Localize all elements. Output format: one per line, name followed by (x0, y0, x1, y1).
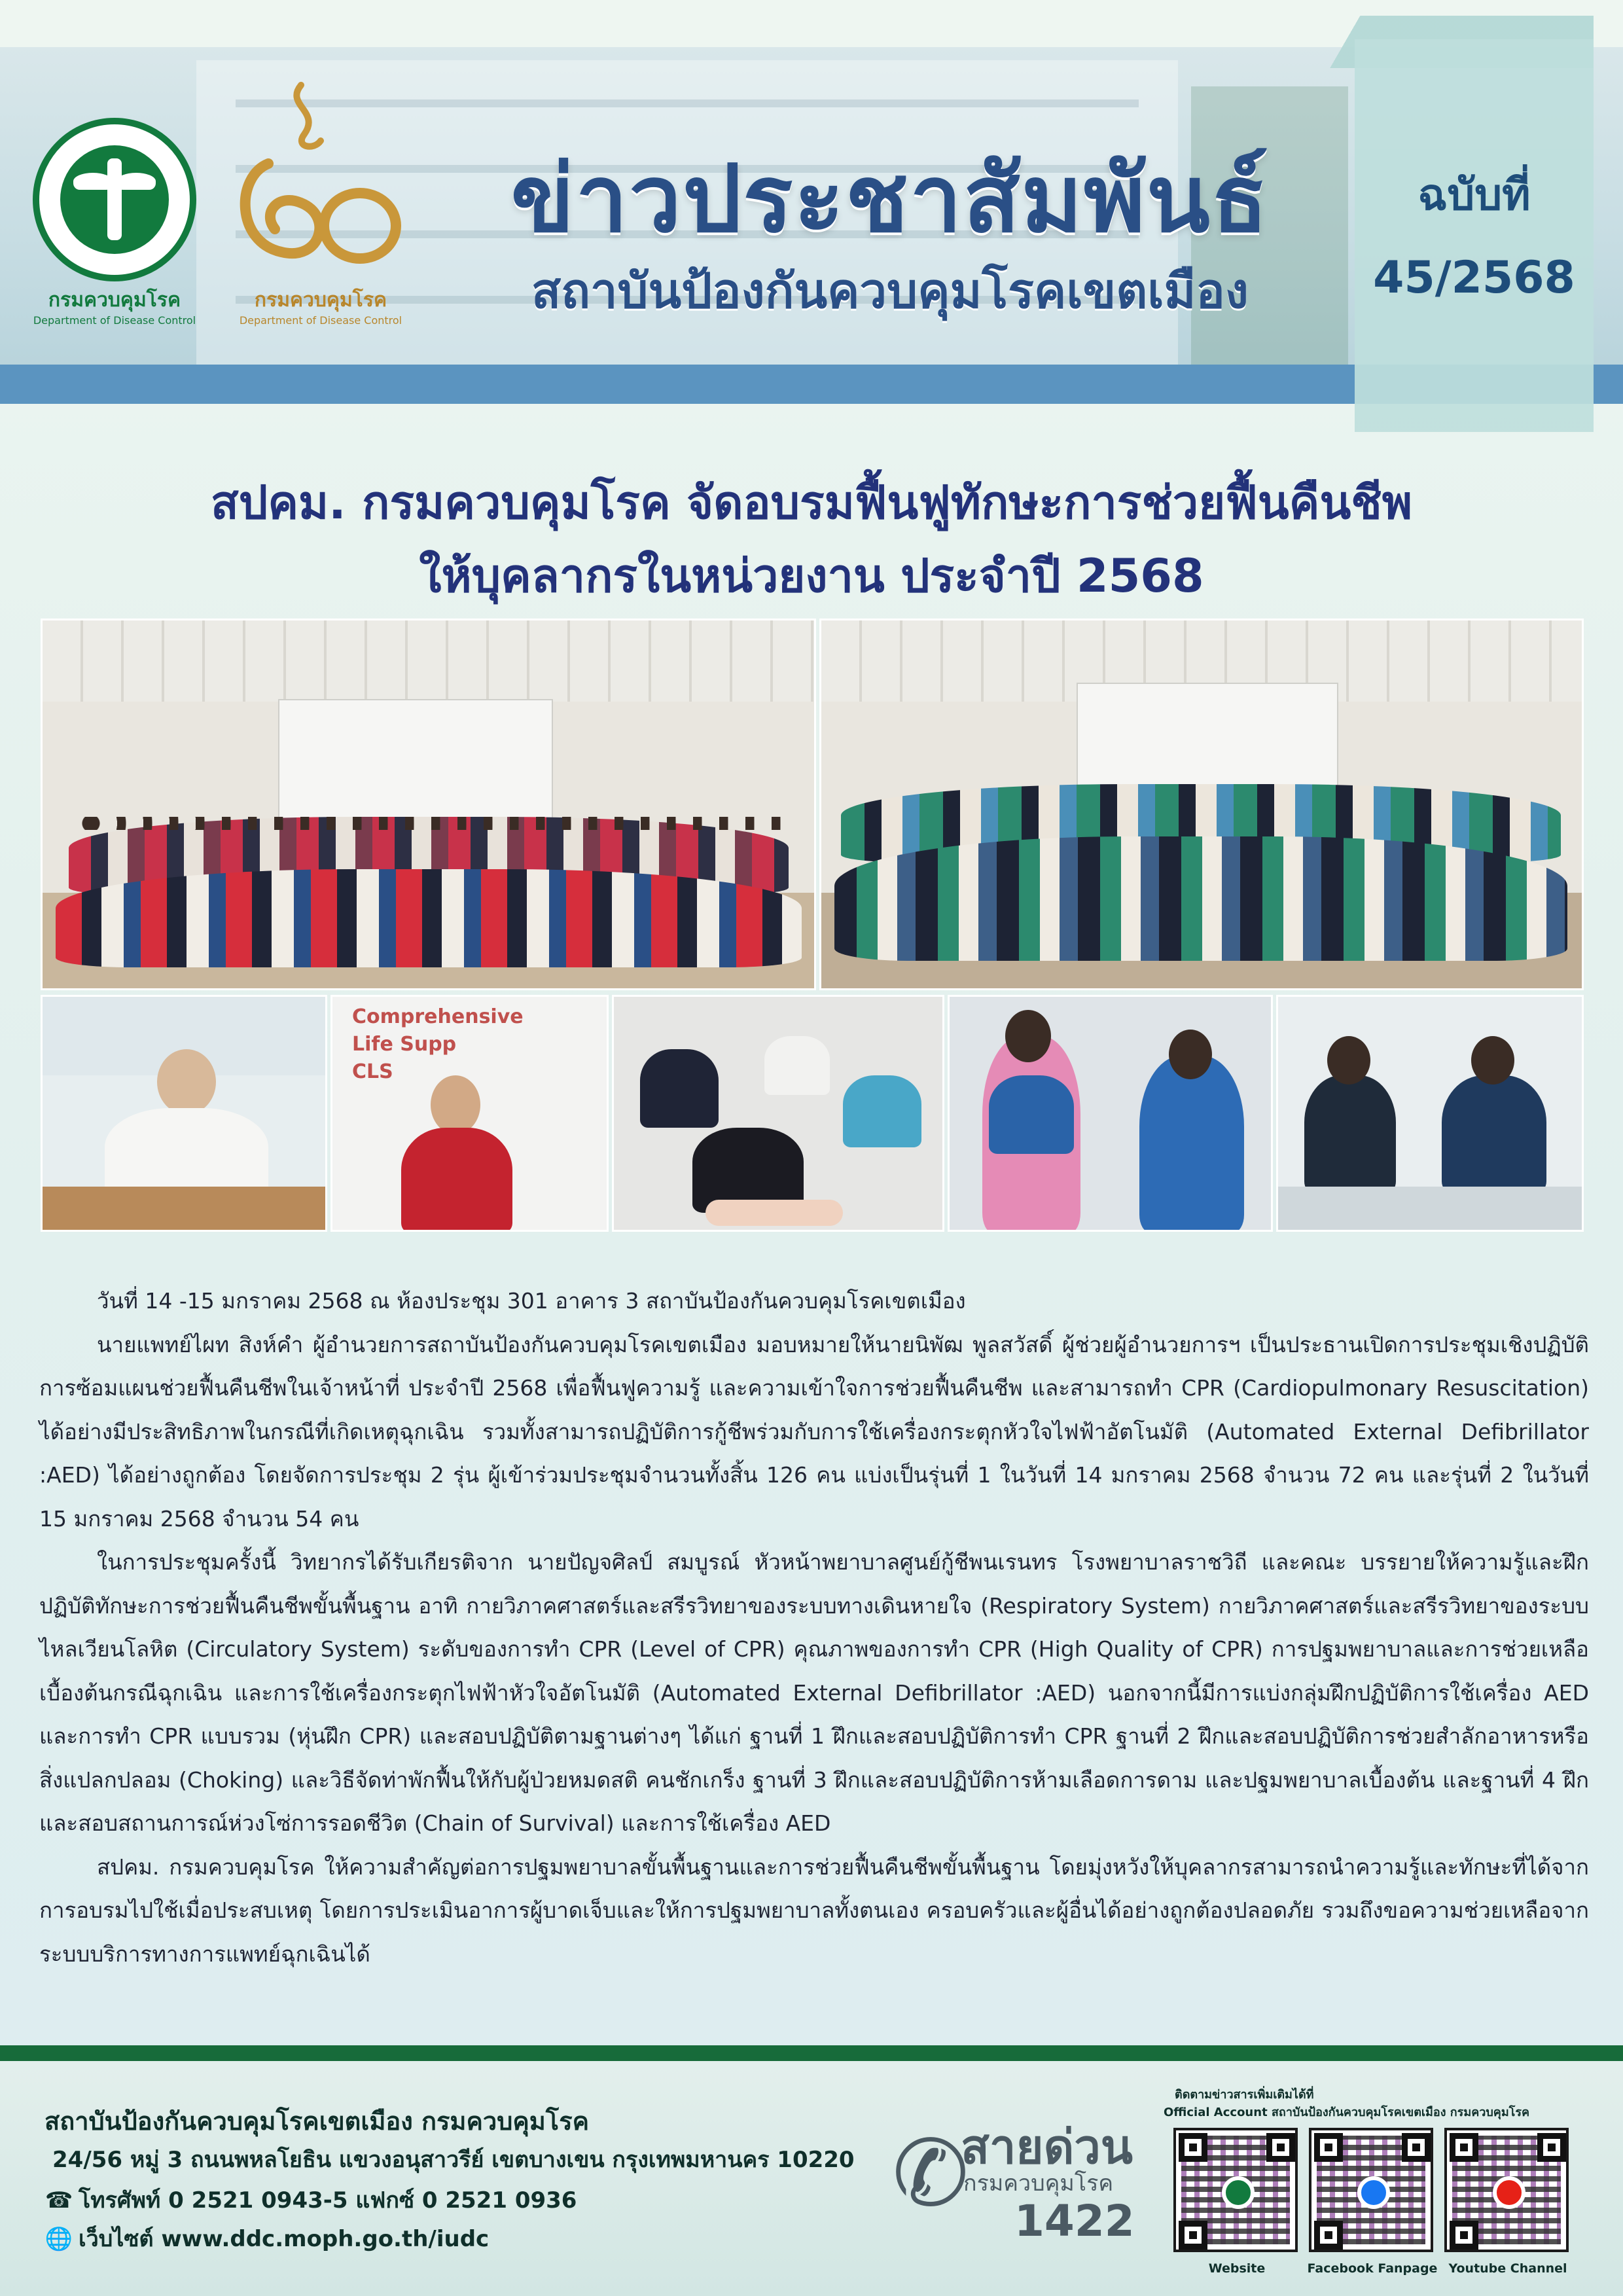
slide-text: Comprehensive Life Supp CLS (352, 1005, 524, 1083)
moph-logo-subtitle: Department of Disease Control (33, 314, 196, 327)
headline-line-2: ให้บุคลากรในหน่วยงาน ประจำปี 2568 (419, 549, 1204, 603)
news-headline (39, 466, 1584, 613)
photo-cpr-practice (612, 995, 944, 1232)
globe-icon: 🌐 (45, 2226, 73, 2252)
article-paragraph-date: วันที่ 14 -15 มกราคม 2568 ณ ห้องประชุม 301 อาคาร 3 สถาบันป้องกันควบคุมโรคเขตเมือง (97, 1288, 966, 1314)
qr-facebook-icon[interactable] (1309, 2128, 1433, 2252)
qr-youtube-icon[interactable] (1444, 2128, 1569, 2252)
issue-number: 45/2568 (1373, 252, 1575, 304)
qr-youtube-label: Youtube Channel (1448, 2261, 1567, 2276)
photo-lecturer (330, 995, 609, 1232)
moph-logo (33, 118, 196, 281)
footer-phone: ☎ โทรศัพท์ 0 2521 0943-5 แฟกซ์ 0 2521 0936 (39, 2182, 577, 2217)
phone-icon: ☎ (45, 2187, 73, 2214)
issue-label: ฉบับที่ (1418, 170, 1531, 220)
qr-website-icon[interactable] (1173, 2128, 1298, 2252)
anniversary-logo-label: กรมควบคุมโรค (254, 289, 387, 312)
hotline-number: 1422 (1014, 2196, 1135, 2246)
photo-first-aid-practice (1276, 995, 1584, 1232)
page-subtitle: สถาบันป้องกันควบคุมโรคเขตเมือง (531, 263, 1249, 319)
group-photo-day-1 (41, 619, 816, 990)
hotline-department: กรมควบคุมโรค (963, 2170, 1114, 2197)
article-body (39, 1280, 1589, 1976)
article-paragraph-closing: สปคม. กรมควบคุมโรค ให้ความสำคัญต่อการปฐมพยาบาลขั้นพื้นฐานและการช่วยฟื้นคืนชีพขั้นพื้นฐาน โดยมุ่งหวังให้บุคลากรสามารถนำความรู้และทักษะที่ได้จากการอบรมไปใช้เมื่อประสบเหตุ โดยการประเมินอาการผู้บาดเจ็บและให้การปฐมพยาบาลทั้งตนเอง ครอบครัวและผู้อื่นได้อย่างถูกต้องปลอดภัย รวมถึงขอความช่วยเหลือจากระบบบริการทางการแพทย์ฉุกเฉินได้ (39, 1854, 1589, 1967)
footer-address: 24/56 หมู่ 3 ถนนพหลโยธิน แขวงอนุสาวรีย์ เขตบางเขน กรุงเทพมหานคร 10220 (52, 2147, 855, 2173)
page-title: ข่าวประชาสัมพันธ์ (510, 145, 1270, 253)
official-account-label: Official Account สถาบันป้องกันควบคุมโรคเขตเมือง กรมควบคุมโรค (1164, 2106, 1530, 2119)
hotline-title: สายด่วน (961, 2119, 1133, 2174)
hotline-phone-icon: ✆ (892, 2121, 969, 2227)
article-paragraph-opening: นายแพทย์ไผท สิงห์คำ ผู้อำนวยการสถาบันป้องกันควบคุมโรคเขตเมือง มอบหมายให้นายนิพัฒ พูลสวัสดิ์ ผู้ช่วยผู้อำนวยการฯ เป็นประธานเปิดการประชุมเชิงปฏิบัติการซ้อมแผนช่วยฟื้นคืนชีพในเจ้าหน้าที่ ประจำปี 2568 เพื่อฟื้นฟูความรู้ และความเข้าใจการช่วยฟื้นคืนชีพ และสามารถทำ CPR (Cardiopulmonary Resuscitation) ได้อย่างมีประสิทธิภาพในกรณีที่เกิดเหตุฉุกเฉิน รวมทั้งสามารถปฏิบัติการกู้ชีพร่วมกับการใช้เครื่องกระตุกหัวใจไฟฟ้าอัตโนมัติ (Automated External Defibrillator :AED) ได้อย่างถูกต้อง โดยจัดการประชุม 2 รุ่น ผู้เข้าร่วมประชุมจำนวนทั้งสิ้น 126 คน แบ่งเป็นรุ่นที่ 1 ในวันที่ 14 มกราคม 2568 จำนวน 72 คน และรุ่นที่ 2 ในวันที่ 15 มกราคม 2568 จำนวน 54 คน (39, 1331, 1589, 1532)
footer-divider (0, 2045, 1623, 2061)
photo-choking-practice (948, 995, 1273, 1232)
qr-website-label: Website (1208, 2261, 1266, 2276)
follow-us-label: ติดตามข่าวสารเพิ่มเติมได้ที่ (1175, 2088, 1314, 2102)
group-photo-day-2 (819, 619, 1584, 990)
article-paragraph-training: ในการประชุมครั้งนี้ วิทยากรได้รับเกียรติจาก นายปัญจศิลป์ สมบูรณ์ หัวหน้าพยาบาลศูนย์กู้ชีพนเรนทร โรงพยาบาลราชวิถี และคณะ บรรยายให้ความรู้และฝึกปฏิบัติทักษะการช่วยฟื้นคืนชีพขั้นพื้นฐาน อาทิ กายวิภาคศาสตร์และสรีรวิทยาของระบบทางเดินหายใจ (Respiratory System) กายวิภาคศาสตร์และสรีรวิทยาของระบบไหลเวียนโลหิต (Circulatory System) ระดับของการทำ CPR (Level of CPR) คุณภาพของการทำ CPR (High Quality of CPR) การปฐมพยาบาลและการช่วยเหลือเบื้องต้นกรณีฉุกเฉิน และการใช้เครื่องกระตุกไฟฟ้าหัวใจอัตโนมัติ (Automated External Defibrillator :AED) นอกจากนี้มีการแบ่งกลุ่มฝึกปฏิบัติการใช้เครื่อง AED และการทำ CPR แบบรวม (หุ่นฝึก CPR) และสอบปฏิบัติตามฐานต่างๆ ได้แก่ ฐานที่ 1 ฝึกและสอบปฏิบัติการทำ CPR ฐานที่ 2 ฝึกและสอบปฏิบัติการช่วยสำลักอาหารหรือสิ่งแปลกปลอม (Choking) และวิธีจัดท่าพักฟื้นให้กับผู้ป่วยหมดสติ คนชักเกร็ง ฐานที่ 3 ฝึกและสอบปฏิบัติการห้ามเลือดการดาม และปฐมพยาบาลเบื้องต้น และฐานที่ 4 ฝึกและสอบสถานการณ์ห่วงโซ่การรอดชีวิต (Chain of Survival) และการใช้เครื่อง AED (39, 1549, 1589, 1836)
anniversary-logo-subtitle: Department of Disease Control (239, 314, 402, 327)
headline-line-1: สปคม. กรมควบคุมโรค จัดอบรมฟื้นฟูทักษะการช่วยฟื้นคืนชีพ (211, 476, 1412, 529)
anniversary-60-logo (223, 72, 412, 281)
footer-org-name: สถาบันป้องกันควบคุมโรคเขตเมือง กรมควบคุมโรค (45, 2107, 590, 2136)
issue-box (1355, 39, 1594, 432)
qr-facebook-label: Facebook Fanpage (1307, 2261, 1438, 2276)
photo-chairman-speech (41, 995, 327, 1232)
footer-website[interactable]: 🌐 เว็บไซต์ www.ddc.moph.go.th/iudc (39, 2221, 489, 2256)
moph-logo-label: กรมควบคุมโรค (48, 289, 181, 312)
